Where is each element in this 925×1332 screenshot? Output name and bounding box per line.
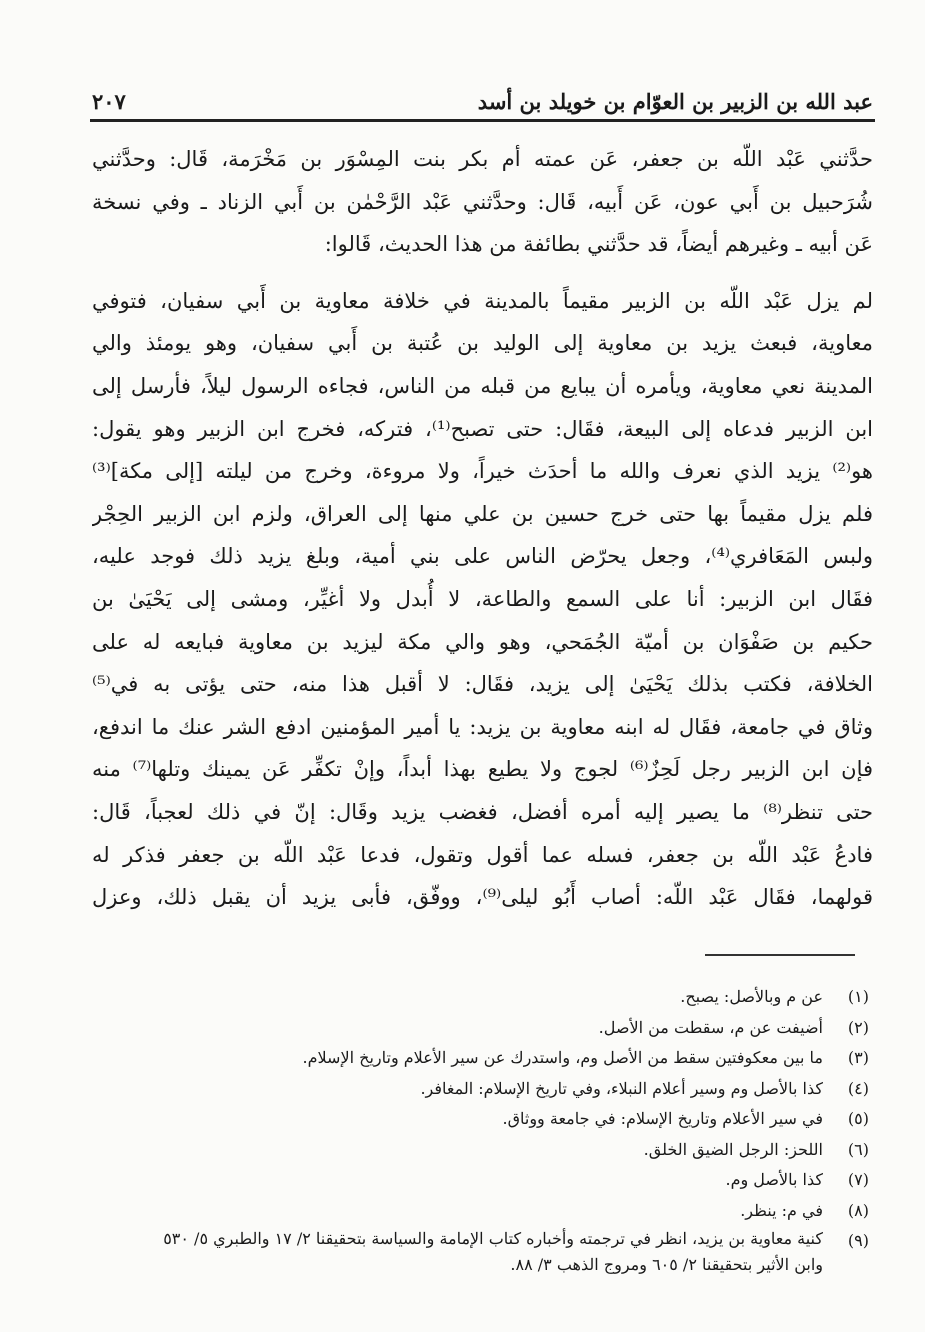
text-line: فإن ابن الزبير رجل لَحِزٌ⁽⁶⁾ لجوج ولا يطيع بهذا أبداً، وإنْ تكفِّر عَن يمينك وتلها⁽⁷⁾ منه [92,757,873,782]
main-text [92,138,873,919]
isnad-paragraph [92,138,873,266]
text-line: وثاق في جامعة، فقَال له ابنه معاوية بن يزيد: يا أمير المؤمنين ادفع الشر عنك ما اندفع، [92,714,873,739]
footnote [92,1013,873,1044]
text-line: حدَّثني عَبْد اللّه بن جعفر، عَن عمته أم بكر بنت المِسْوَر بن مَخْرَمة، قَال: وحدَّثني [92,147,873,171]
footnote-text: اللحز: الرجل الضيق الخلق. [643,1139,823,1159]
footnotes [92,982,873,1278]
text-line: حتى تنظر⁽⁸⁾ ما يصير إليه أمره أفضل، فغضب يزيد وقَال: إنّ في ذلك لعجباً، قَال: [92,799,873,824]
text-line: فلم يزل مقيماً بها حتى خرج حسين بن علي منها إلى العراق، ولزم ابن الزبير الحِجْر [92,501,873,526]
footnote-text [92,1226,823,1278]
text-line: فادعُ عَبْد اللّه بن جعفر، فسله عما أقول وتقول، فدعا عَبْد اللّه بن جعفر فذكر له [92,842,873,867]
footnote-number: (٤) [847,1078,869,1098]
running-title: عبد الله بن الزبير بن العوّام بن خويلد بن أسد [477,89,873,114]
text-line: هو⁽²⁾ يزيد الذي نعرف والله ما أحدَث خيراً، ولا مروءة، وخرج من ليلته [إلى مكة]⁽³⁾ [92,459,873,484]
footnote-text: كذا بالأصل وم وسير أعلام النبلاء، وفي تاريخ الإسلام: المغافر. [420,1078,823,1098]
footnote [92,1074,873,1105]
text-line: معاوية، فبعث يزيد بن معاوية إلى الوليد بن عُتبة بن أَبي سفيان، وهو يومئذ والي [92,331,873,356]
footnote-text: ما بين معكوفتين سقط من الأصل وم، واستدرك عن سير الأعلام وتاريخ الإسلام. [302,1048,823,1067]
footnote-text: في م: ينظر. [740,1200,823,1220]
footnote [92,1104,873,1135]
footnote-number: (١) [847,987,869,1006]
footnote-line: كنية معاوية بن يزيد، انظر في ترجمته وأخباره كتاب الإمامة والسياسة بتحقيقنا ٢/ ١٧ والطبري ٥/ ٥٣٠ [163,1229,823,1248]
header-rule [90,119,875,122]
text-line: ابن الزبير فدعاه إلى البيعة، فقَال: حتى تصبح⁽¹⁾، فتركه، فخرج ابن الزبير وهو يقول: [92,416,873,441]
footnote-text: في سير الأعلام وتاريخ الإسلام: في جامعة ووثاق. [502,1109,823,1128]
page-header [92,72,873,114]
footnote [92,1196,873,1227]
text-line: شُرَحبيل بن أَبي عون، عَن أَبيه، قَال: وحدَّثني عَبْد الرَّحْمٰن بن أَبي الزناد ـ وفي نسخة [92,189,873,214]
text-line: عَن أبيه ـ وغيرهم أيضاً، قد حدَّثني بطائفة من هذا الحديث، قَالوا: [324,232,873,257]
narrative-paragraph [92,280,873,919]
footnote-number: (٩) [847,1231,869,1250]
footnote-rule [705,954,855,956]
text-line: قولهما، فقَال عَبْد اللّه: أصاب أَبُو ليلى⁽⁹⁾، ووفّق، فأبى يزيد أن يقبل ذلك، وعزل [92,885,873,910]
footnote [92,1165,873,1196]
footnote-number: (٧) [847,1170,869,1189]
footnote-number: (٥) [847,1109,869,1128]
footnote-number: (٣) [847,1048,869,1067]
text-line: لم يزل عَبْد اللّه بن الزبير مقيماً بالمدينة في خلافة معاوية بن أَبي سفيان، فتوفي [92,288,873,313]
footnote-number: (٨) [847,1200,869,1220]
text-line: حكيم بن صَفْوَان بن أميّة الجُمَحي، وهو والي مكة ليزيد بن معاوية فبايعه له على [92,629,873,654]
footnote [92,982,873,1013]
footnote-text: أضيفت عن م، سقطت من الأصل. [598,1017,823,1037]
footnote-number: (٢) [847,1017,869,1037]
footnote [92,1135,873,1166]
text-line: المدينة نعي معاوية، ويأمره أن يبايع من قبله من الناس، فجاءه الرسول ليلاً، فأرسل إلى [92,373,873,398]
footnote-number: (٦) [847,1139,869,1159]
text-line: ولبس المَعَافري⁽⁴⁾، وجعل يحرّض الناس على بني أمية، وبلغ يزيد ذلك فوجد عليه، [92,544,873,569]
text-line: الخلافة، فكتب بذلك يَحْيَىٰ إلى يزيد، فقَال: لا أقبل هذا منه، حتى يؤتى به في⁽⁵⁾ [92,672,873,697]
page-number: ٢٠٧ [92,89,126,114]
footnote [92,1226,873,1278]
text-line: فقَال ابن الزبير: أنا على السمع والطاعة، لا أُبدل ولا أغيِّر، ومشى إلى يَحْيَىٰ بن [92,586,873,611]
footnote-line: وابن الأثير بتحقيقنا ٢/ ٦٠٥ ومروج الذهب ٣/ ٨٨. [510,1255,823,1274]
footnote-text: كذا بالأصل وم. [725,1170,823,1189]
footnote-text: عن م وبالأصل: يصبح. [680,987,823,1006]
footnote [92,1043,873,1074]
